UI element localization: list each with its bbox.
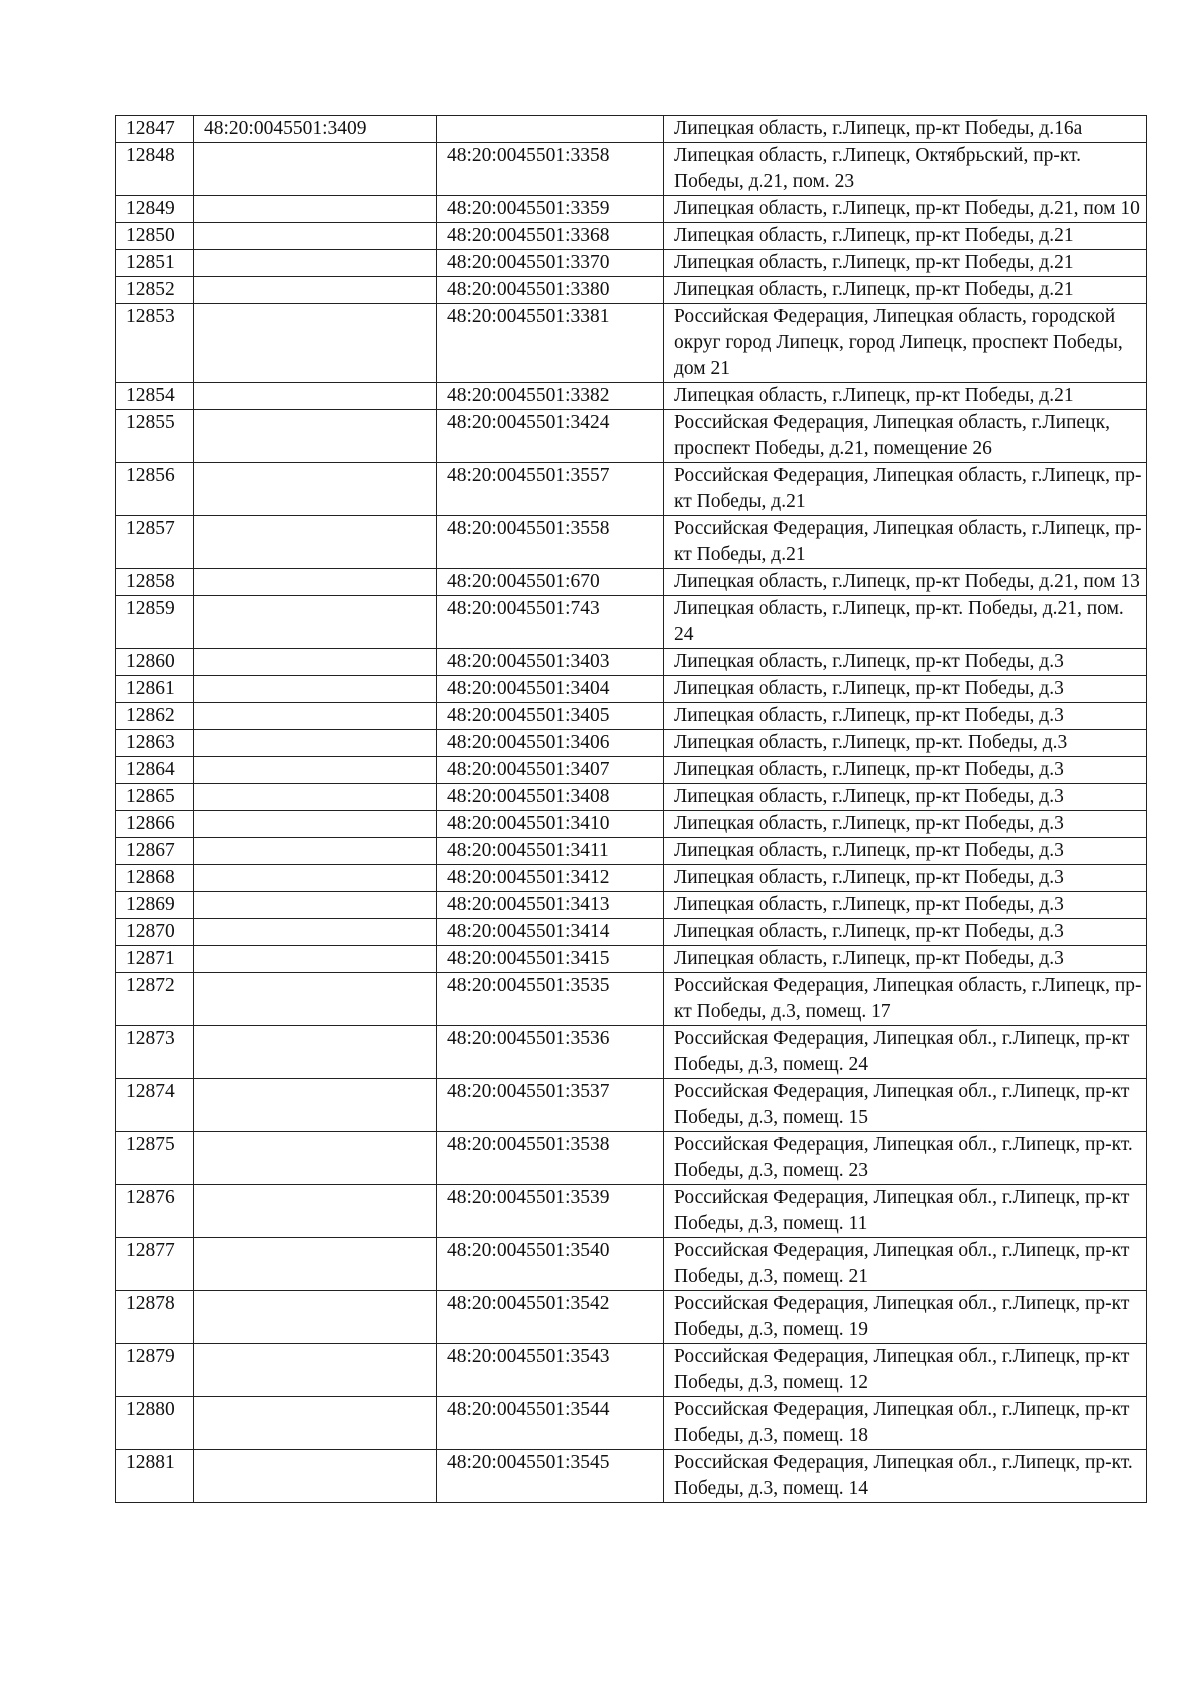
- row-number-cell: 12877: [116, 1238, 194, 1291]
- object-cadastral-number-cell: 48:20:0045501:3405: [437, 703, 664, 730]
- object-cadastral-number-cell: 48:20:0045501:3382: [437, 383, 664, 410]
- row-number-cell: 12878: [116, 1291, 194, 1344]
- address-cell: Липецкая область, г.Липецк, пр-кт Победы, д.21: [664, 250, 1147, 277]
- row-number-cell: 12880: [116, 1397, 194, 1450]
- object-cadastral-number-cell: 48:20:0045501:3538: [437, 1132, 664, 1185]
- address-cell: Липецкая область, г.Липецк, пр-кт Победы, д.21, пом 13: [664, 569, 1147, 596]
- object-cadastral-number-cell: 48:20:0045501:3557: [437, 463, 664, 516]
- address-cell: Липецкая область, г.Липецк, пр-кт Победы, д.3: [664, 784, 1147, 811]
- table-row: [116, 838, 1147, 865]
- table-row: [116, 277, 1147, 304]
- address-cell: Липецкая область, г.Липецк, пр-кт Победы, д.3: [664, 811, 1147, 838]
- table-row: [116, 703, 1147, 730]
- table-row: [116, 1291, 1147, 1344]
- table-row: [116, 596, 1147, 649]
- cadastral-number-cell: [194, 784, 437, 811]
- cadastral-number-cell: [194, 1238, 437, 1291]
- row-number-cell: 12879: [116, 1344, 194, 1397]
- table-row: [116, 946, 1147, 973]
- object-cadastral-number-cell: 48:20:0045501:670: [437, 569, 664, 596]
- row-number-cell: 12857: [116, 516, 194, 569]
- object-cadastral-number-cell: 48:20:0045501:3537: [437, 1079, 664, 1132]
- address-cell: Липецкая область, г.Липецк, пр-кт Победы, д.3: [664, 676, 1147, 703]
- row-number-cell: 12870: [116, 919, 194, 946]
- cadastral-number-cell: [194, 1079, 437, 1132]
- address-cell: Липецкая область, г.Липецк, пр-кт Победы, д.3: [664, 919, 1147, 946]
- address-cell: Липецкая область, г.Липецк, пр-кт Победы, д.21: [664, 223, 1147, 250]
- table-row: [116, 1397, 1147, 1450]
- cadastral-number-cell: [194, 649, 437, 676]
- cadastral-number-cell: [194, 1026, 437, 1079]
- table-row: [116, 649, 1147, 676]
- row-number-cell: 12851: [116, 250, 194, 277]
- row-number-cell: 12873: [116, 1026, 194, 1079]
- address-cell: Липецкая область, г.Липецк, пр-кт Победы, д.3: [664, 892, 1147, 919]
- object-cadastral-number-cell: 48:20:0045501:3408: [437, 784, 664, 811]
- cadastral-number-cell: [194, 703, 437, 730]
- table-row: [116, 892, 1147, 919]
- cadastral-number-cell: [194, 569, 437, 596]
- table-row: [116, 811, 1147, 838]
- address-cell: Липецкая область, г.Липецк, пр-кт Победы, д.21: [664, 383, 1147, 410]
- address-cell: Липецкая область, г.Липецк, пр-кт Победы, д.21: [664, 277, 1147, 304]
- cadastral-number-cell: [194, 838, 437, 865]
- table-row: [116, 1344, 1147, 1397]
- row-number-cell: 12861: [116, 676, 194, 703]
- object-cadastral-number-cell: 48:20:0045501:3539: [437, 1185, 664, 1238]
- object-cadastral-number-cell: 48:20:0045501:3403: [437, 649, 664, 676]
- address-cell: Российская Федерация, Липецкая область, городской округ город Липецк, город Липецк, проспект Победы, дом 21: [664, 304, 1147, 383]
- table-row: [116, 676, 1147, 703]
- object-cadastral-number-cell: 48:20:0045501:3542: [437, 1291, 664, 1344]
- object-cadastral-number-cell: 48:20:0045501:3424: [437, 410, 664, 463]
- object-cadastral-number-cell: 48:20:0045501:3407: [437, 757, 664, 784]
- cadastral-number-cell: [194, 1185, 437, 1238]
- cadastral-number-cell: [194, 223, 437, 250]
- address-cell: Российская Федерация, Липецкая обл., г.Липецк, пр-кт Победы, д.3, помещ. 18: [664, 1397, 1147, 1450]
- address-cell: Российская Федерация, Липецкая обл., г.Липецк, пр-кт. Победы, д.3, помещ. 23: [664, 1132, 1147, 1185]
- address-cell: Российская Федерация, Липецкая обл., г.Липецк, пр-кт Победы, д.3, помещ. 24: [664, 1026, 1147, 1079]
- address-cell: Липецкая область, г.Липецк, пр-кт Победы, д.3: [664, 838, 1147, 865]
- cadastral-number-cell: [194, 730, 437, 757]
- table-row: [116, 730, 1147, 757]
- document-page: [115, 115, 1146, 1503]
- cadastral-number-cell: [194, 676, 437, 703]
- address-cell: Российская Федерация, Липецкая область, г.Липецк, пр-кт Победы, д.3, помещ. 17: [664, 973, 1147, 1026]
- table-row: [116, 143, 1147, 196]
- object-cadastral-number-cell: 48:20:0045501:3370: [437, 250, 664, 277]
- table-row: [116, 250, 1147, 277]
- row-number-cell: 12855: [116, 410, 194, 463]
- table-row: [116, 1238, 1147, 1291]
- object-cadastral-number-cell: 48:20:0045501:743: [437, 596, 664, 649]
- cadastral-number-cell: [194, 143, 437, 196]
- cadastral-table: [115, 115, 1147, 1503]
- row-number-cell: 12869: [116, 892, 194, 919]
- address-cell: Липецкая область, г.Липецк, пр-кт. Победы, д.21, пом. 24: [664, 596, 1147, 649]
- table-row: [116, 569, 1147, 596]
- address-cell: Липецкая область, г.Липецк, пр-кт Победы, д.21, пом 10: [664, 196, 1147, 223]
- table-row: [116, 196, 1147, 223]
- row-number-cell: 12866: [116, 811, 194, 838]
- object-cadastral-number-cell: 48:20:0045501:3544: [437, 1397, 664, 1450]
- row-number-cell: 12852: [116, 277, 194, 304]
- address-cell: Липецкая область, г.Липецк, пр-кт Победы, д.3: [664, 703, 1147, 730]
- row-number-cell: 12849: [116, 196, 194, 223]
- row-number-cell: 12858: [116, 569, 194, 596]
- table-row: [116, 1026, 1147, 1079]
- object-cadastral-number-cell: 48:20:0045501:3414: [437, 919, 664, 946]
- row-number-cell: 12872: [116, 973, 194, 1026]
- object-cadastral-number-cell: 48:20:0045501:3406: [437, 730, 664, 757]
- table-row: [116, 116, 1147, 143]
- address-cell: Российская Федерация, Липецкая обл., г.Липецк, пр-кт. Победы, д.3, помещ. 14: [664, 1450, 1147, 1503]
- table-row: [116, 223, 1147, 250]
- cadastral-number-cell: [194, 1397, 437, 1450]
- row-number-cell: 12867: [116, 838, 194, 865]
- address-cell: Липецкая область, г.Липецк, пр-кт. Победы, д.3: [664, 730, 1147, 757]
- object-cadastral-number-cell: 48:20:0045501:3543: [437, 1344, 664, 1397]
- row-number-cell: 12860: [116, 649, 194, 676]
- table-row: [116, 784, 1147, 811]
- object-cadastral-number-cell: 48:20:0045501:3412: [437, 865, 664, 892]
- object-cadastral-number-cell: 48:20:0045501:3558: [437, 516, 664, 569]
- object-cadastral-number-cell: 48:20:0045501:3380: [437, 277, 664, 304]
- row-number-cell: 12863: [116, 730, 194, 757]
- cadastral-number-cell: [194, 1132, 437, 1185]
- table-row: [116, 516, 1147, 569]
- cadastral-number-cell: [194, 757, 437, 784]
- table-body: [116, 116, 1147, 1503]
- row-number-cell: 12853: [116, 304, 194, 383]
- table-row: [116, 410, 1147, 463]
- address-cell: Липецкая область, г.Липецк, пр-кт Победы, д.16а: [664, 116, 1147, 143]
- cadastral-number-cell: [194, 946, 437, 973]
- row-number-cell: 12874: [116, 1079, 194, 1132]
- address-cell: Российская Федерация, Липецкая область, г.Липецк, проспект Победы, д.21, помещение 26: [664, 410, 1147, 463]
- address-cell: Липецкая область, г.Липецк, пр-кт Победы, д.3: [664, 649, 1147, 676]
- cadastral-number-cell: [194, 196, 437, 223]
- address-cell: Липецкая область, г.Липецк, Октябрьский, пр-кт. Победы, д.21, пом. 23: [664, 143, 1147, 196]
- row-number-cell: 12854: [116, 383, 194, 410]
- row-number-cell: 12868: [116, 865, 194, 892]
- cadastral-number-cell: [194, 973, 437, 1026]
- object-cadastral-number-cell: 48:20:0045501:3410: [437, 811, 664, 838]
- row-number-cell: 12850: [116, 223, 194, 250]
- table-row: [116, 304, 1147, 383]
- row-number-cell: 12848: [116, 143, 194, 196]
- address-cell: Липецкая область, г.Липецк, пр-кт Победы, д.3: [664, 865, 1147, 892]
- table-row: [116, 1450, 1147, 1503]
- object-cadastral-number-cell: 48:20:0045501:3404: [437, 676, 664, 703]
- object-cadastral-number-cell: 48:20:0045501:3545: [437, 1450, 664, 1503]
- object-cadastral-number-cell: [437, 116, 664, 143]
- cadastral-number-cell: [194, 1344, 437, 1397]
- object-cadastral-number-cell: 48:20:0045501:3536: [437, 1026, 664, 1079]
- table-row: [116, 919, 1147, 946]
- cadastral-number-cell: [194, 596, 437, 649]
- cadastral-number-cell: [194, 410, 437, 463]
- cadastral-number-cell: [194, 1291, 437, 1344]
- row-number-cell: 12865: [116, 784, 194, 811]
- cadastral-number-cell: [194, 250, 437, 277]
- row-number-cell: 12875: [116, 1132, 194, 1185]
- object-cadastral-number-cell: 48:20:0045501:3381: [437, 304, 664, 383]
- address-cell: Российская Федерация, Липецкая обл., г.Липецк, пр-кт Победы, д.3, помещ. 11: [664, 1185, 1147, 1238]
- cadastral-number-cell: [194, 811, 437, 838]
- cadastral-number-cell: [194, 919, 437, 946]
- table-row: [116, 1185, 1147, 1238]
- cadastral-number-cell: [194, 865, 437, 892]
- row-number-cell: 12847: [116, 116, 194, 143]
- table-row: [116, 463, 1147, 516]
- cadastral-number-cell: [194, 516, 437, 569]
- row-number-cell: 12856: [116, 463, 194, 516]
- address-cell: Российская Федерация, Липецкая область, г.Липецк, пр-кт Победы, д.21: [664, 516, 1147, 569]
- cadastral-number-cell: [194, 383, 437, 410]
- object-cadastral-number-cell: 48:20:0045501:3358: [437, 143, 664, 196]
- row-number-cell: 12881: [116, 1450, 194, 1503]
- table-row: [116, 1132, 1147, 1185]
- row-number-cell: 12864: [116, 757, 194, 784]
- address-cell: Российская Федерация, Липецкая обл., г.Липецк, пр-кт Победы, д.3, помещ. 21: [664, 1238, 1147, 1291]
- table-row: [116, 383, 1147, 410]
- row-number-cell: 12871: [116, 946, 194, 973]
- table-row: [116, 865, 1147, 892]
- address-cell: Российская Федерация, Липецкая обл., г.Липецк, пр-кт Победы, д.3, помещ. 12: [664, 1344, 1147, 1397]
- object-cadastral-number-cell: 48:20:0045501:3413: [437, 892, 664, 919]
- cadastral-number-cell: [194, 304, 437, 383]
- address-cell: Липецкая область, г.Липецк, пр-кт Победы, д.3: [664, 946, 1147, 973]
- address-cell: Российская Федерация, Липецкая обл., г.Липецк, пр-кт Победы, д.3, помещ. 15: [664, 1079, 1147, 1132]
- object-cadastral-number-cell: 48:20:0045501:3540: [437, 1238, 664, 1291]
- table-row: [116, 1079, 1147, 1132]
- object-cadastral-number-cell: 48:20:0045501:3368: [437, 223, 664, 250]
- cadastral-number-cell: [194, 277, 437, 304]
- object-cadastral-number-cell: 48:20:0045501:3415: [437, 946, 664, 973]
- table-row: [116, 757, 1147, 784]
- object-cadastral-number-cell: 48:20:0045501:3535: [437, 973, 664, 1026]
- address-cell: Российская Федерация, Липецкая область, г.Липецк, пр-кт Победы, д.21: [664, 463, 1147, 516]
- cadastral-number-cell: [194, 1450, 437, 1503]
- table-row: [116, 973, 1147, 1026]
- address-cell: Липецкая область, г.Липецк, пр-кт Победы, д.3: [664, 757, 1147, 784]
- object-cadastral-number-cell: 48:20:0045501:3411: [437, 838, 664, 865]
- cadastral-number-cell: 48:20:0045501:3409: [194, 116, 437, 143]
- row-number-cell: 12859: [116, 596, 194, 649]
- cadastral-number-cell: [194, 892, 437, 919]
- cadastral-number-cell: [194, 463, 437, 516]
- object-cadastral-number-cell: 48:20:0045501:3359: [437, 196, 664, 223]
- row-number-cell: 12876: [116, 1185, 194, 1238]
- row-number-cell: 12862: [116, 703, 194, 730]
- address-cell: Российская Федерация, Липецкая обл., г.Липецк, пр-кт Победы, д.3, помещ. 19: [664, 1291, 1147, 1344]
